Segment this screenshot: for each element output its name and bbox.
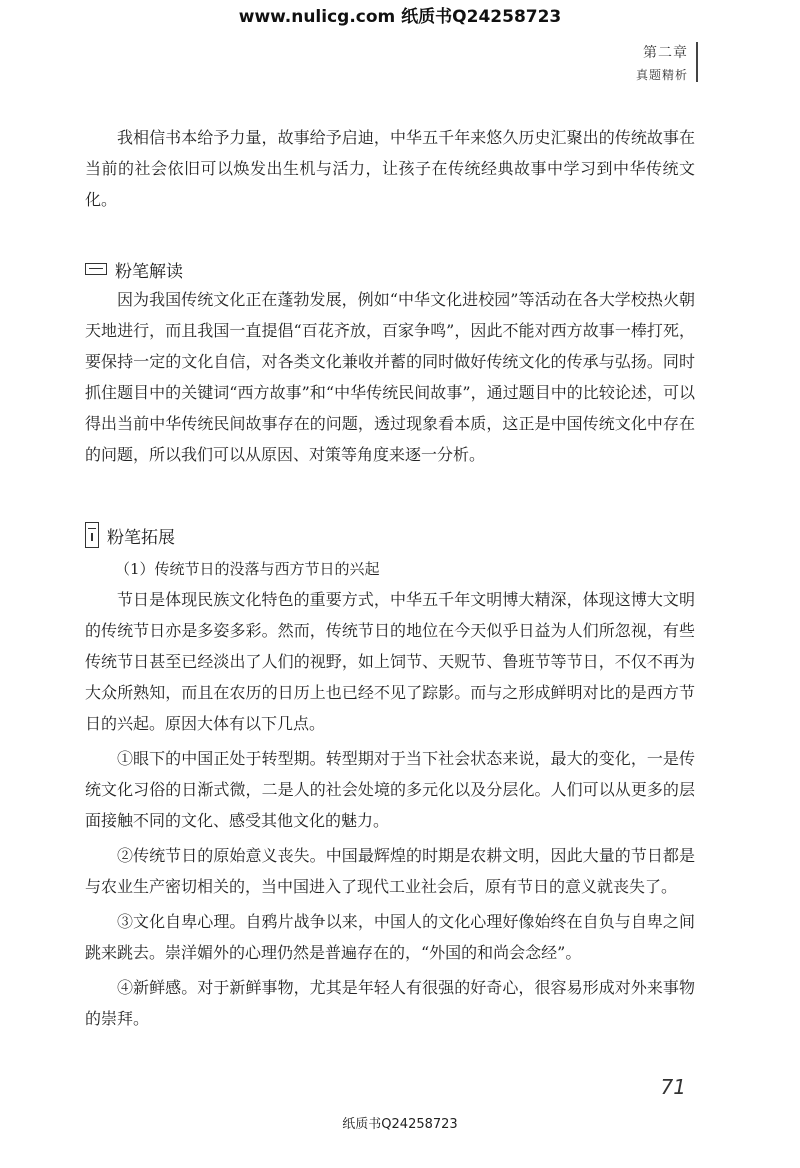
watermark-bottom: 纸质书Q24258723 [342, 1117, 458, 1132]
intro-paragraph: 我相信书本给予力量，故事给予启迪，中华五千年来悠久历史汇聚出的传统故事在当前的社会依旧可以焕发出生机与活力，让孩子在传统经典故事中学习到中华传统文化。 [85, 128, 695, 209]
expansion-marker-icon [85, 522, 99, 548]
section-jiedu-heading [85, 256, 695, 282]
paragraph: ①眼下的中国正处于转型期。转型期对于当下社会状态来说，最大的变化，一是传统文化习俗的日渐式微，二是人的社会处境的多元化以及分层化。人们可以从更多的层面接触不同的文化、感受其他文化的魅力。 [85, 749, 695, 830]
running-head [636, 44, 688, 84]
running-head-rule [696, 42, 698, 82]
section-jiedu-paragraph: 因为我国传统文化正在蓬勃发展，例如“中华文化进校园”等活动在各大学校热火朝天地进行，而且我国一直提倡“百花齐放，百家争鸣”，因此不能对西方故事一棒打死，要保持一定的文化自信，对各类文化兼收并蓄的同时做好传统文化的传承与弘扬。同时抓住题目中的关键词“西方故事”和“中华传统民间故事”，通过题目中的比较论述，可以得出当前中华传统民间故事存在的问题，透过现象看本质，这正是中国传统文化中存在的问题，所以我们可以从原因、对策等角度来逐一分析。 [85, 290, 695, 464]
watermark-top: www.nulicg.com 纸质书Q24258723 [238, 7, 562, 27]
section-marker-icon [85, 263, 107, 275]
section-jiedu-title: 粉笔解读 [115, 261, 183, 282]
paragraph: ④新鲜感。对于新鲜事物，尤其是年轻人有很强的好奇心，很容易形成对外来事物的崇拜。 [85, 978, 695, 1028]
running-head-chapter: 第二章 [643, 45, 688, 61]
intro-block [85, 122, 695, 215]
section-tuozhan-heading [85, 522, 695, 548]
section-tuozhan [85, 522, 695, 1034]
running-head-section: 真题精析 [635, 68, 688, 82]
page-number: 71 [660, 1075, 686, 1099]
section-jiedu [85, 256, 695, 470]
paragraph: 节日是体现民族文化特色的重要方式，中华五千年文明博大精深，体现这博大文明的传统节日亦是多姿多彩。然而，传统节日的地位在今天似乎日益为人们所忽视，有些传统节日甚至已经淡出了人们的视野，如上饲节、天贶节、鲁班节等节日，不仅不再为大众所熟知，而且在农历的日历上也已经不见了踪影。而与之形成鲜明对比的是西方节日的兴起。原因大体有以下几点。 [85, 590, 695, 733]
paragraph: ③文化自卑心理。自鸦片战争以来，中国人的文化心理好像始终在自负与自卑之间跳来跳去。崇洋媚外的心理仍然是普遍存在的，“外国的和尚会念经”。 [85, 912, 695, 962]
section-tuozhan-subheading: （1）传统节日的没落与西方节日的兴起 [115, 560, 380, 578]
paragraph: ②传统节日的原始意义丧失。中国最辉煌的时期是农耕文明，因此大量的节日都是与农业生产密切相关的，当中国进入了现代工业社会后，原有节日的意义就丧失了。 [85, 846, 695, 896]
section-tuozhan-title: 粉笔拓展 [107, 527, 175, 548]
